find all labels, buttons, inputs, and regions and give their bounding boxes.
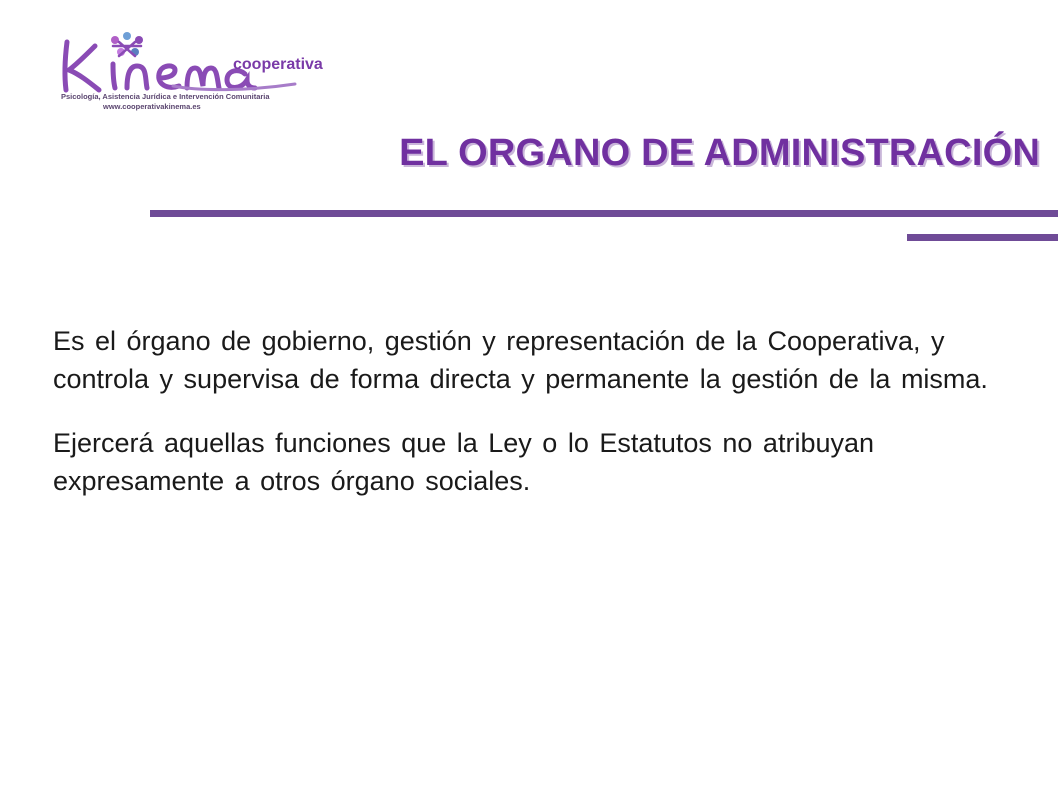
logo-subtitle: Psicología, Asistencia Jurídica e Intervención Comunitaria bbox=[61, 92, 270, 101]
logo-tagline: cooperativa bbox=[233, 56, 323, 73]
kinema-logo bbox=[55, 28, 323, 120]
logo-website: www.cooperativakinema.es bbox=[103, 102, 201, 111]
slide-title: EL ORGANO DE ADMINISTRACIÓN bbox=[399, 132, 1040, 174]
title-divider-upper bbox=[150, 210, 1058, 217]
slide-body bbox=[53, 322, 1013, 500]
body-paragraph: Ejercerá aquellas funciones que la Ley o lo Estatutos no atribuyan expresamente a otros órgano sociales. bbox=[53, 428, 875, 496]
body-paragraph: Es el órgano de gobierno, gestión y representación de la Cooperativa, y controla y supervisa de forma directa y permanente la gestión de la misma. bbox=[53, 326, 988, 394]
title-divider-lower bbox=[907, 234, 1058, 241]
